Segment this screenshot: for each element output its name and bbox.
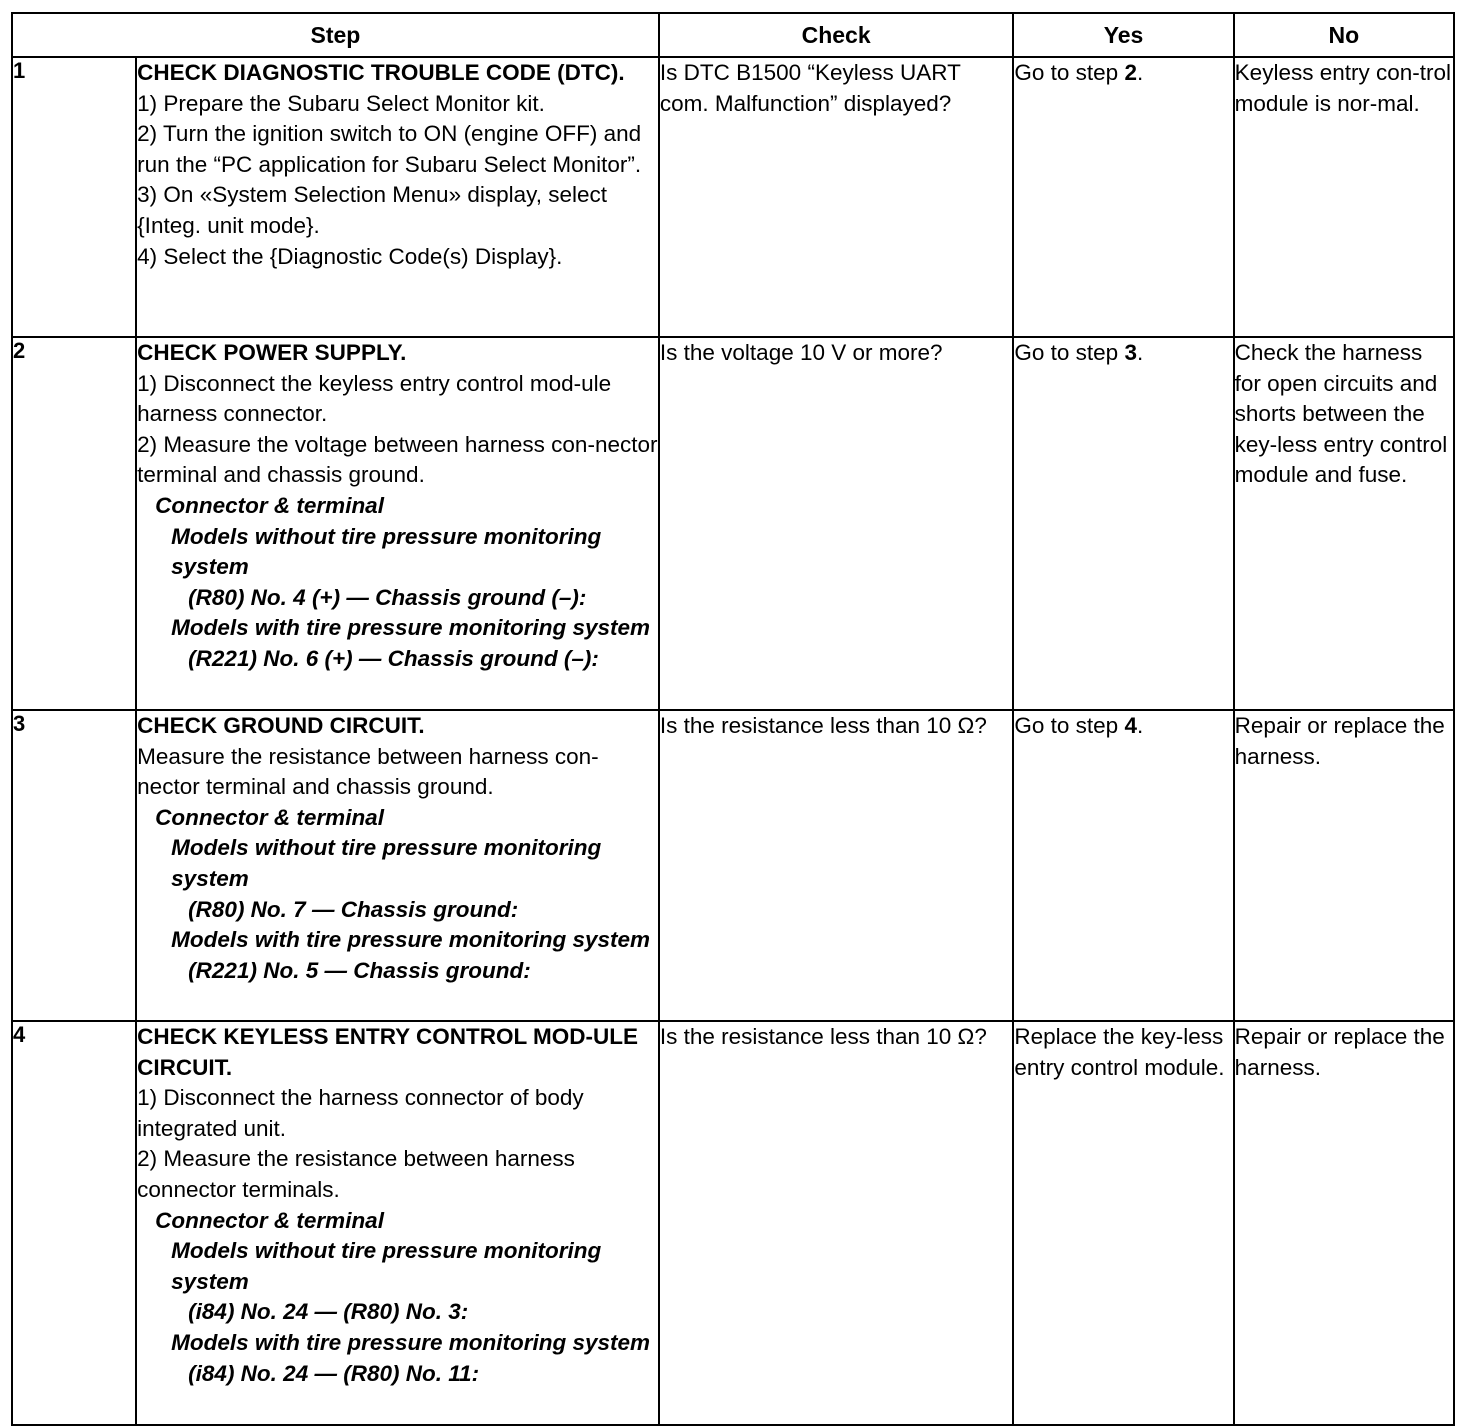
table-row: [12, 1021, 1454, 1425]
step-reference: 2: [1124, 60, 1137, 85]
yes-text: Go to step: [1014, 713, 1125, 738]
terminal-spec: (R80) No. 7 — Chassis ground:: [188, 896, 519, 922]
no-action: Repair or replace the harness.: [1234, 1021, 1454, 1425]
terminal-spec: (i84) No. 24 — (R80) No. 11:: [188, 1360, 480, 1386]
diagnosis-table: [11, 12, 1455, 1426]
header-row: [12, 13, 1454, 57]
step-instruction: 2) Measure the voltage between harness con-nector terminal and chassis ground.: [137, 431, 658, 488]
yes-suffix: .: [1136, 340, 1144, 365]
yes-action: [1013, 710, 1233, 1021]
model-heading: Models without tire pressure monitoring system: [171, 1238, 602, 1294]
step-procedure: [136, 57, 659, 337]
yes-suffix: .: [1136, 713, 1144, 738]
terminal-spec: (R80) No. 4 (+) — Chassis ground (–):: [188, 584, 587, 610]
table-row: [12, 57, 1454, 337]
step-instruction: 2) Turn the ignition switch to ON (engine OFF) and run the “PC application for Subaru Select Monitor”.: [137, 121, 642, 177]
step-reference: 4: [1124, 713, 1137, 738]
step-procedure: [136, 337, 659, 710]
header-no: No: [1234, 13, 1454, 57]
step-title: CHECK GROUND CIRCUIT.: [137, 713, 425, 738]
model-heading: Models with tire pressure monitoring system: [171, 927, 651, 953]
step-title: CHECK DIAGNOSTIC TROUBLE CODE (DTC).: [137, 60, 625, 85]
model-heading: Models with tire pressure monitoring system: [171, 1329, 651, 1355]
no-action: Repair or replace the harness.: [1234, 710, 1454, 1021]
step-instruction: Measure the resistance between harness con-nector terminal and chassis ground.: [137, 743, 599, 800]
yes-action: [1013, 57, 1233, 337]
step-number: 3: [12, 710, 136, 1021]
connector-label: Connector & terminal: [155, 492, 384, 518]
step-procedure: [136, 710, 659, 1021]
terminal-spec: (R221) No. 5 — Chassis ground:: [188, 957, 531, 983]
yes-action: [1013, 337, 1233, 710]
connector-label: Connector & terminal: [155, 1207, 384, 1233]
model-heading: Models without tire pressure monitoring system: [171, 835, 602, 891]
header-yes: Yes: [1013, 13, 1233, 57]
model-heading: Models with tire pressure monitoring system: [171, 615, 651, 641]
table-row: [12, 337, 1454, 710]
step-instruction: 1) Disconnect the harness connector of body integrated unit.: [137, 1085, 584, 1141]
step-title: CHECK POWER SUPPLY.: [137, 340, 407, 365]
connector-label: Connector & terminal: [155, 804, 384, 830]
step-number: 2: [12, 337, 136, 710]
yes-action: Replace the key-less entry control module.: [1013, 1021, 1233, 1425]
terminal-spec: (i84) No. 24 — (R80) No. 3:: [188, 1299, 469, 1325]
yes-text: Go to step: [1014, 340, 1125, 365]
step-instruction: 3) On «System Selection Menu» display, select {Integ. unit mode}.: [137, 182, 607, 238]
yes-text: Go to step: [1014, 60, 1125, 85]
model-heading: Models without tire pressure monitoring system: [171, 523, 602, 580]
no-action: Check the harness for open circuits and shorts between the key-less entry control module and fuse.: [1234, 337, 1454, 710]
step-number: 4: [12, 1021, 136, 1425]
check-question: Is the resistance less than 10 Ω?: [659, 710, 1013, 1021]
step-title: CHECK KEYLESS ENTRY CONTROL MOD-ULE CIRCUIT.: [137, 1024, 639, 1080]
step-instruction: 1) Disconnect the keyless entry control mod-ule harness connector.: [137, 370, 612, 427]
check-question: Is DTC B1500 “Keyless UART com. Malfunction” displayed?: [659, 57, 1013, 337]
step-instruction: 1) Prepare the Subaru Select Monitor kit.: [137, 90, 545, 116]
step-procedure: [136, 1021, 659, 1425]
check-question: Is the resistance less than 10 Ω?: [659, 1021, 1013, 1425]
check-question: Is the voltage 10 V or more?: [659, 337, 1013, 710]
table-row: [12, 710, 1454, 1021]
yes-suffix: .: [1136, 60, 1144, 85]
header-check: Check: [659, 13, 1013, 57]
no-action: Keyless entry con-trol module is nor-mal.: [1234, 57, 1454, 337]
step-instruction: 4) Select the {Diagnostic Code(s) Display}.: [137, 243, 563, 269]
step-reference: 3: [1124, 340, 1137, 365]
header-step: Step: [12, 13, 659, 57]
step-number: 1: [12, 57, 136, 337]
terminal-spec: (R221) No. 6 (+) — Chassis ground (–):: [188, 645, 599, 671]
step-instruction: 2) Measure the resistance between harness connector terminals.: [137, 1146, 575, 1202]
